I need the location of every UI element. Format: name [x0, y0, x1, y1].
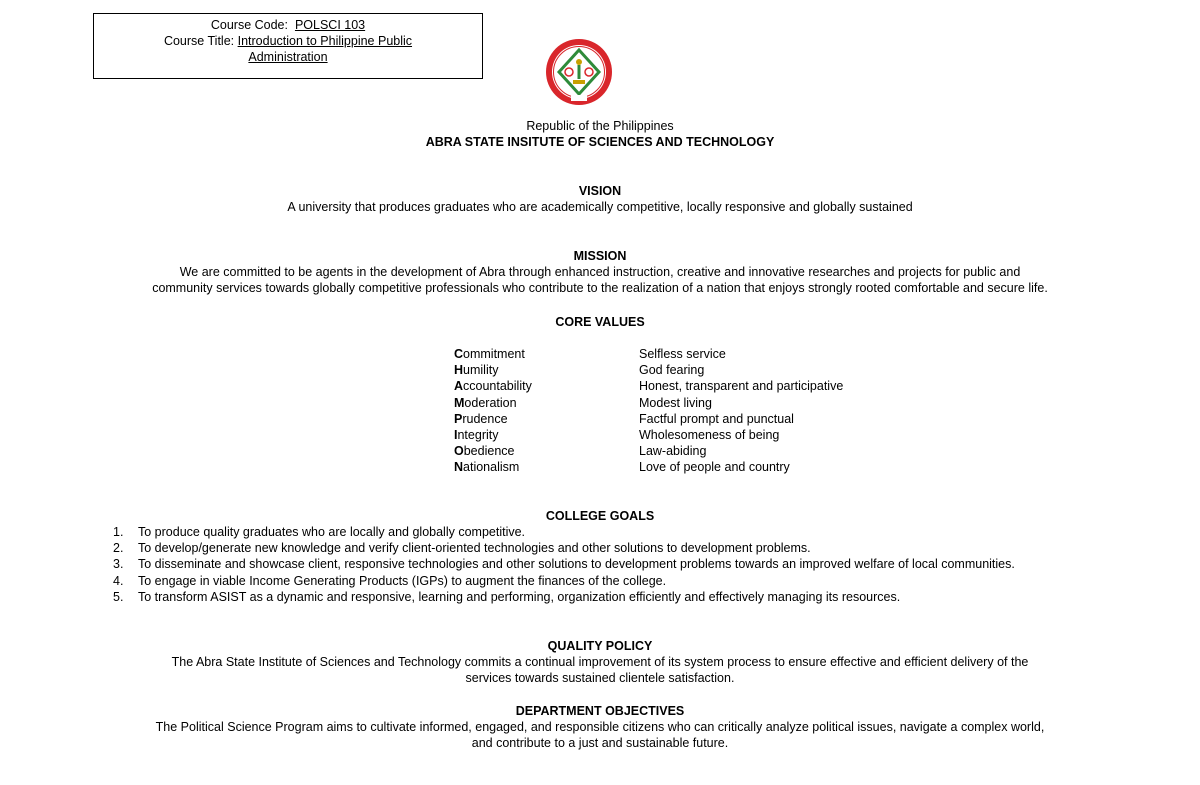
- course-code-label: Course Code:: [210, 18, 288, 32]
- core-value-row: [454, 346, 843, 362]
- core-value-meaning: Selfless service: [639, 347, 726, 361]
- core-value-meaning: Factful prompt and punctual: [639, 411, 794, 426]
- core-value-row: [454, 362, 843, 378]
- republic-line: Republic of the Philippines: [526, 119, 674, 133]
- university-seal-icon: [545, 38, 613, 106]
- core-value-row: [454, 395, 843, 411]
- course-title-value: Introduction to Philippine Public Administration: [237, 34, 413, 64]
- department-objectives-line1: The Political Science Program aims to cultivate informed, engaged, and responsible citizens who can critically analyze political issues, navigate a complex world,: [155, 720, 1045, 734]
- department-objectives-heading: DEPARTMENT OBJECTIVES: [515, 704, 685, 718]
- goal-text: To transform ASIST as a dynamic and responsive, learning and performing, organization efficiently and effectively managing its resources.: [138, 589, 901, 604]
- core-value-meaning: Wholesomeness of being: [639, 428, 780, 443]
- core-value-term: Obedience: [454, 444, 515, 459]
- course-title-line: [138, 33, 438, 65]
- core-value-term: Moderation: [454, 395, 517, 410]
- list-item: [113, 540, 1073, 556]
- goal-number: 3.: [113, 557, 124, 572]
- core-value-term: Integrity: [454, 428, 499, 443]
- core-value-meaning: Love of people and country: [639, 460, 790, 475]
- goal-text: To engage in viable Income Generating Products (IGPs) to augment the finances of the college.: [138, 573, 667, 588]
- core-value-meaning: God fearing: [639, 363, 705, 378]
- quality-policy-line1: The Abra State Institute of Sciences and Technology commits a continual improvement of its system process to ensure effective and efficient delivery of the: [171, 655, 1029, 669]
- course-code-line: [94, 17, 482, 33]
- core-value-row: [454, 411, 843, 427]
- course-info-box: [93, 13, 483, 79]
- core-value-row: [454, 427, 843, 443]
- core-values-heading: CORE VALUES: [555, 315, 645, 329]
- core-value-row: [454, 443, 843, 459]
- core-value-meaning: Law-abiding: [639, 444, 707, 459]
- goal-number: 1.: [113, 525, 124, 539]
- core-value-term: Prudence: [454, 411, 508, 426]
- vision-text: A university that produces graduates who are academically competitive, locally responsive and globally sustained: [287, 200, 913, 214]
- list-item: [113, 524, 1073, 540]
- mission-text-line1: We are committed to be agents in the development of Abra through enhanced instruction, creative and innovative researches and projects for public and: [179, 265, 1021, 279]
- vision-heading: VISION: [578, 184, 622, 198]
- core-value-term: Accountability: [454, 379, 532, 394]
- core-value-row: [454, 459, 843, 475]
- goal-number: 5.: [113, 589, 124, 604]
- mission-text-line2: community services towards globally competitive professionals who contribute to the realization of a nation that enjoys strongly rooted comfortable and secure life.: [152, 281, 1048, 295]
- course-code-value: POLSCI 103: [294, 18, 366, 32]
- goal-number: 4.: [113, 573, 124, 588]
- core-value-meaning: Modest living: [639, 395, 712, 410]
- department-objectives-line2: and contribute to a just and sustainable future.: [471, 736, 729, 750]
- core-values-list: [454, 346, 843, 476]
- quality-policy-line2: services towards sustained clientele satisfaction.: [465, 671, 735, 685]
- list-item: [113, 573, 1073, 589]
- core-value-row: [454, 378, 843, 394]
- mission-heading: MISSION: [573, 249, 627, 263]
- quality-policy-heading: QUALITY POLICY: [547, 639, 653, 653]
- list-item: [113, 556, 1073, 572]
- goal-number: 2.: [113, 541, 124, 556]
- goal-text: To produce quality graduates who are locally and globally competitive.: [138, 525, 526, 539]
- core-value-meaning: Honest, transparent and participative: [639, 379, 844, 394]
- goal-text: To disseminate and showcase client, responsive technologies and other solutions to development problems towards an improved welfare of local communities.: [138, 557, 1015, 572]
- core-value-term: Commitment: [454, 347, 525, 361]
- core-value-term: Nationalism: [454, 460, 520, 475]
- course-title-label: Course Title:: [163, 34, 235, 48]
- core-value-term: Humility: [454, 363, 499, 378]
- goal-text: To develop/generate new knowledge and verify client-oriented technologies and other solutions to development problems.: [138, 541, 811, 556]
- college-goals-list: [113, 524, 1073, 605]
- list-item: [113, 589, 1073, 605]
- college-goals-heading: COLLEGE GOALS: [545, 509, 655, 523]
- institution-name: ABRA STATE INSITUTE OF SCIENCES AND TECHNOLOGY: [425, 135, 775, 149]
